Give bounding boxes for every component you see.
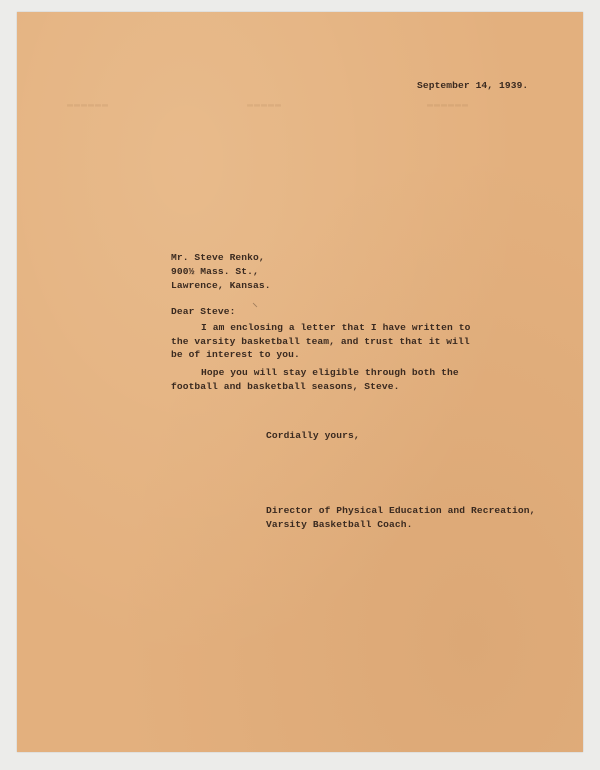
paragraph-1-line-2: the varsity basketball team, and trust that it will xyxy=(171,336,470,347)
paragraph-1-line-1: I am enclosing a letter that I have written to xyxy=(201,322,471,333)
bleed-through-mark: ▬▬▬▬▬▬ xyxy=(427,100,470,111)
signature-title-line-1: Director of Physical Education and Recreation, xyxy=(266,505,536,516)
closing: Cordially yours, xyxy=(266,430,360,441)
paragraph-1-line-3: be of interest to you. xyxy=(171,349,300,360)
recipient-city: Lawrence, Kansas. xyxy=(171,280,271,291)
letter-page xyxy=(17,12,583,752)
signature-title-line-2: Varsity Basketball Coach. xyxy=(266,519,413,530)
paragraph-2-line-2: football and basketball seasons, Steve. xyxy=(171,381,400,392)
bleed-through-mark: ▬▬▬▬▬▬ xyxy=(67,100,110,111)
paragraph-2-line-1: Hope you will stay eligible through both the xyxy=(201,367,459,378)
recipient-street: 900½ Mass. St., xyxy=(171,266,259,277)
letter-date: September 14, 1939. xyxy=(417,80,529,91)
recipient-name: Mr. Steve Renko, xyxy=(171,252,265,263)
bleed-through-mark: ▬▬▬▬▬ xyxy=(247,100,283,111)
pencil-tick-mark xyxy=(252,302,258,308)
salutation: Dear Steve: xyxy=(171,306,236,317)
